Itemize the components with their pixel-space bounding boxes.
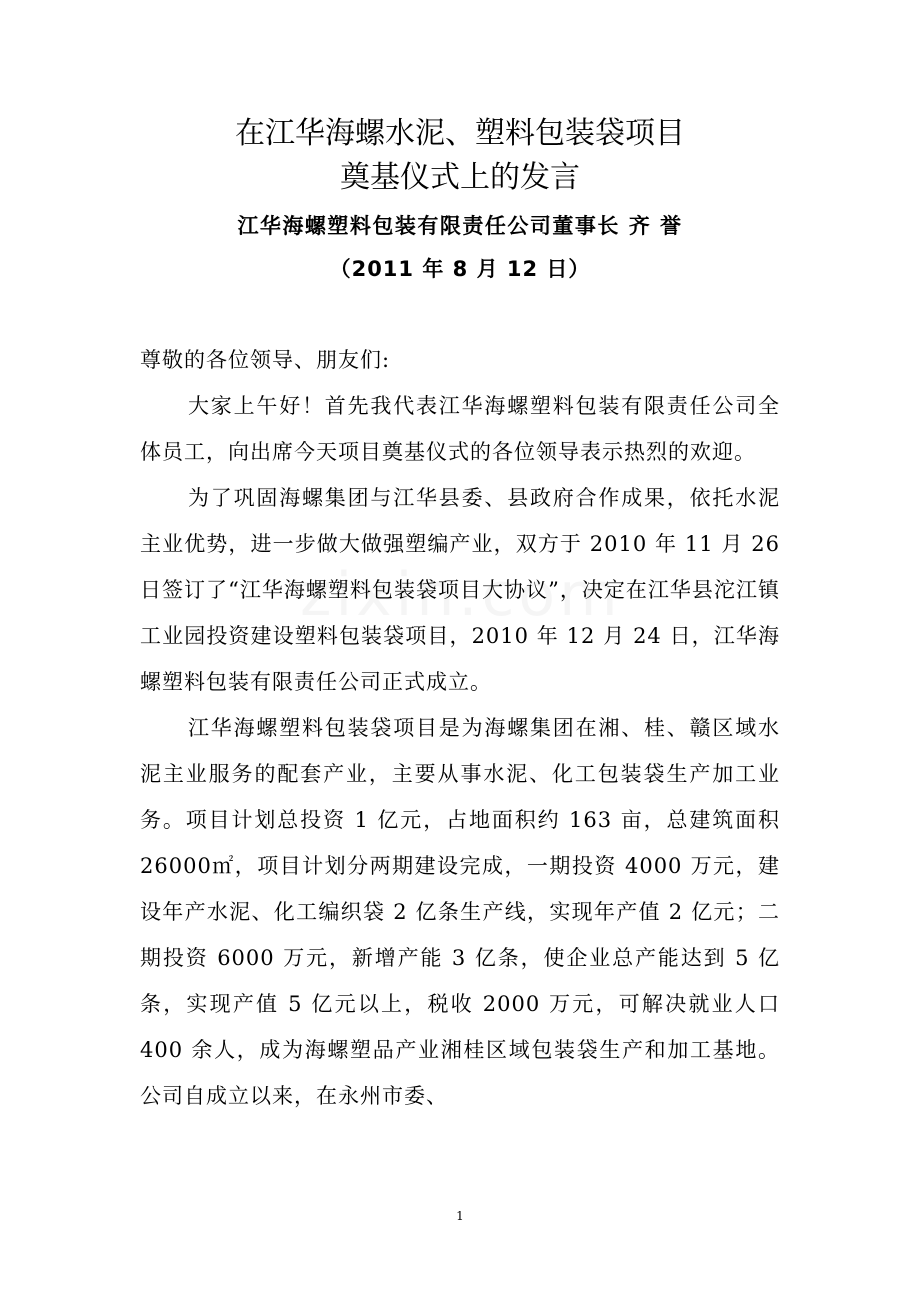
page-number: 1 [456, 1209, 464, 1223]
document-title-line-2: 奠基仪式上的发言 [340, 160, 580, 195]
document-body [140, 337, 780, 1119]
date-line: （2011 年 8 月 12 日） [329, 257, 591, 281]
salutation: 尊敬的各位领导、朋友们: [140, 348, 391, 372]
paragraph-3: 江华海螺塑料包装袋项目是为海螺集团在湘、桂、赣区域水泥主业服务的配套产业，主要从事水泥、化工包装袋生产加工业务。项目计划总投资 1 亿元，占地面积约 163 亩，总建筑面积 26000㎡，项目计划分两期建设完成，一期投资 4000 万元，建设年产水泥、化工编织袋 2 亿条生产线，实现年产值 2 亿元；二期投资 6000 万元，新增产能 3 亿条，使企业总产能达到 5 亿条，实现产值 5 亿元以上，税收 2000 万元，可解决就业人口 400 余人，成为海螺塑品产业湘桂区域包装袋生产和加工基地。公司自成立以来，在永州市委、 [140, 716, 780, 1108]
author-line: 江华海螺塑料包装有限责任公司董事长 齐 誉 [237, 214, 683, 238]
paragraph-2: 为了巩固海螺集团与江华县委、县政府合作成果，依托水泥主业优势，进一步做大做强塑编产业，双方于 2010 年 11 月 26 日签订了“江华海螺塑料包装袋项目大协议”，决定在江华县沱江镇工业园投资建设塑料包装袋项目，2010 年 12 月 24 日，江华海螺塑料包装有限责任公司正式成立。 [140, 486, 780, 694]
document-title-line-1: 在江华海螺水泥、塑料包装袋项目 [235, 116, 685, 151]
paragraph-1: 大家上午好！首先我代表江华海螺塑料包装有限责任公司全体员工，向出席今天项目奠基仪式的各位领导表示热烈的欢迎。 [140, 394, 780, 464]
